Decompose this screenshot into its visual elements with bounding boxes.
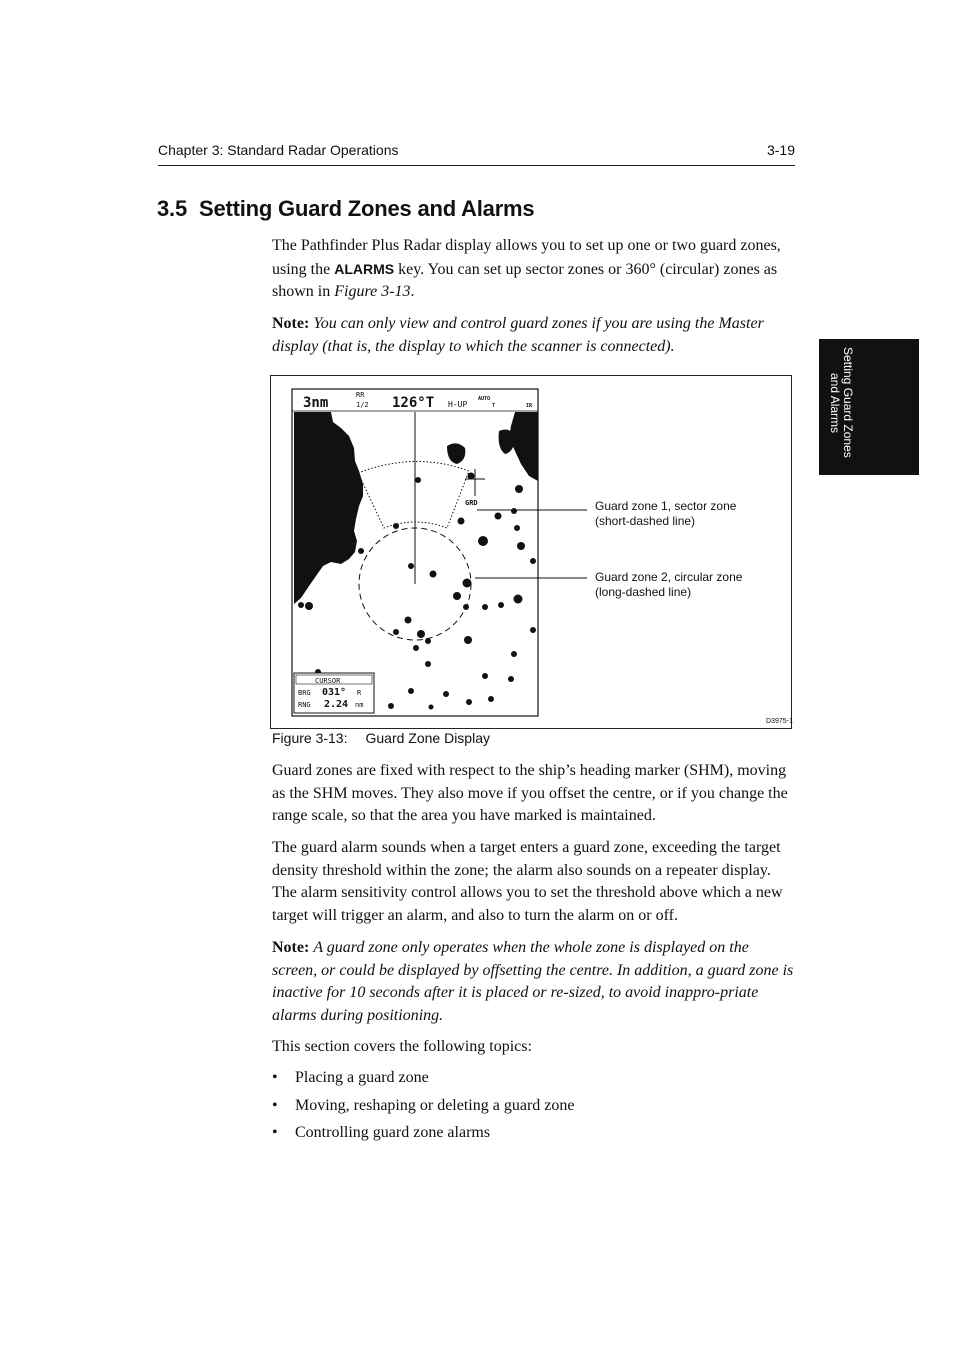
brg-label: BRG bbox=[298, 689, 311, 697]
topics-list bbox=[272, 1067, 574, 1150]
topics-intro: This section covers the following topics: bbox=[272, 1038, 532, 1055]
range-readout: 3nm bbox=[303, 395, 329, 411]
section-title: Setting Guard Zones and Alarms bbox=[198, 196, 535, 221]
brg-value: 031° bbox=[322, 687, 347, 698]
header-rule bbox=[158, 165, 795, 166]
rings-label: RR bbox=[356, 391, 365, 399]
section-thumb-tab bbox=[819, 339, 919, 475]
figure-code: D3975-1 bbox=[766, 718, 793, 725]
figure-caption bbox=[272, 730, 490, 746]
rings-value: 1/2 bbox=[356, 401, 369, 409]
cursor-title: CURSOR bbox=[315, 677, 341, 685]
mode-readout: H-UP bbox=[448, 400, 468, 409]
grd-label: GRD bbox=[465, 499, 478, 507]
ir-label: IR bbox=[526, 403, 533, 409]
paragraph-guard-alarm: The guard alarm sounds when a target enters a guard zone, exceeding the target density threshold within the zone; the alarm also sounds on a repeater display. The alarm sensitivity control allows you to set the threshold above which a new target will trigger an alarm, and also to turn the alarm on or off. bbox=[272, 839, 783, 924]
section-number: 3.5 bbox=[157, 196, 187, 221]
rng-label: RNG bbox=[298, 701, 311, 709]
auto-sub: T bbox=[492, 403, 496, 409]
thumb-tab-line-2: and Alarms bbox=[828, 373, 842, 434]
section-heading bbox=[157, 196, 534, 222]
note-guard-zone-operation bbox=[272, 937, 797, 1027]
note-label: Note: bbox=[272, 939, 310, 956]
figure-reference: Figure 3-13 bbox=[334, 283, 411, 301]
intro-paragraph: The Pathfinder Plus Radar display allows you to set up one or two guard zones, using the ALARMS key. You can set up sector zones or 360° (circular) zones as shown in Figure 3-13. bbox=[272, 237, 781, 301]
note-master-display bbox=[272, 313, 797, 358]
note-text: A guard zone only operates when the whole zone is displayed on the screen, or could be displayed by offsetting the centre. In addition, a guard zone is inactive for 10 seconds after it is placed or re-sized, to avoid inappro-priate alarms during positioning. bbox=[272, 939, 794, 1024]
callout-guard-zone-1: Guard zone 1, sector zone (short-dashed line) bbox=[595, 499, 737, 528]
heading-readout: 126°T bbox=[392, 395, 435, 411]
list-item: • Placing a guard zone bbox=[272, 1069, 429, 1086]
note-text: You can only view and control guard zones if you are using the Master display (that is, the display to which the scanner is connected). bbox=[272, 315, 764, 355]
paragraph-guard-zones-fixed: Guard zones are fixed with respect to the ship’s heading marker (SHM), moving as the SHM moves. They also move if you offset the centre, or if you change the range scale, so that the area you have marked is maintained. bbox=[272, 762, 788, 825]
chapter-title: Chapter 3: Standard Radar Operations bbox=[158, 142, 399, 158]
list-item: • Controlling guard zone alarms bbox=[272, 1124, 491, 1141]
list-item: • Moving, reshaping or deleting a guard zone bbox=[272, 1096, 575, 1114]
thumb-tab-line-1: Setting Guard Zones bbox=[841, 347, 855, 458]
note-label: Note: bbox=[272, 315, 310, 332]
callout-guard-zone-2: Guard zone 2, circular zone (long-dashed line) bbox=[595, 570, 743, 599]
alarms-key-label: ALARMS bbox=[334, 260, 395, 277]
figure-artwork bbox=[271, 376, 793, 730]
figure-title: Guard Zone Display bbox=[365, 730, 490, 746]
rng-value: 2.24 bbox=[324, 699, 349, 710]
auto-label: AUTO bbox=[478, 396, 491, 402]
rng-unit: nm bbox=[355, 701, 364, 709]
page-number: 3-19 bbox=[766, 142, 795, 158]
brg-suffix: R bbox=[357, 689, 362, 697]
figure-number: Figure 3-13: bbox=[272, 730, 348, 746]
figure-frame bbox=[270, 375, 792, 729]
